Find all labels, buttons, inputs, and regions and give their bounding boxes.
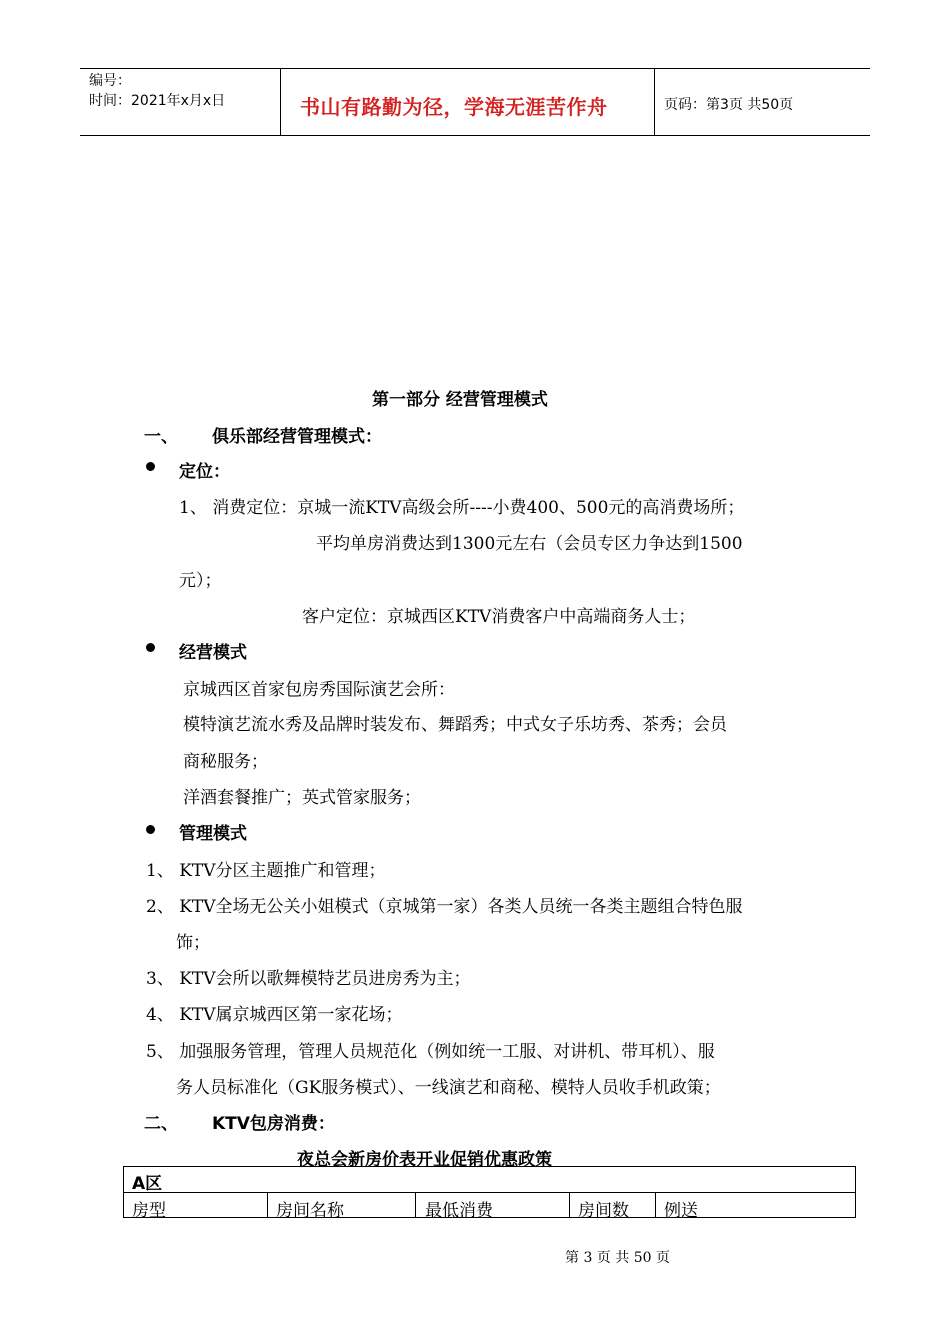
business-line-4: 洋酒套餐推广；英式管家服务； [183, 788, 421, 808]
table-header-cell: 最低消费 [425, 1201, 493, 1221]
header-number-label: 编号： [89, 73, 131, 89]
table-col-divider [267, 1192, 268, 1217]
footer-page-number: 第 3 页 共 50 页 [565, 1250, 670, 1266]
table-row-divider [124, 1192, 855, 1193]
header-top-rule [80, 68, 870, 69]
header-page-info: 页码：第3页 共50页 [664, 97, 794, 113]
bullet-management-title: 管理模式 [179, 824, 247, 844]
price-table [123, 1166, 856, 1221]
positioning-line-3: 元）； [179, 571, 222, 591]
section-2-title: KTV包房消费： [212, 1114, 335, 1134]
management-item-2-cont: 饰； [176, 933, 210, 953]
section-2-number: 二、 [144, 1114, 178, 1134]
table-header-cell: 例送 [664, 1201, 698, 1221]
header-divider-right [654, 68, 655, 135]
part-title: 第一部分 经营管理模式 [372, 390, 548, 410]
management-item-5: 5、 加强服务管理，管理人员规范化（例如统一工服、对讲机、带耳机）、服 [146, 1042, 715, 1062]
positioning-line-4: 客户定位：京城西区KTV消费客户中高端商务人士； [302, 607, 696, 627]
table-col-divider [415, 1192, 416, 1217]
header-time-label: 时间：2021年x月x日 [89, 93, 226, 109]
table-header-cell: 房间数 [578, 1201, 629, 1221]
positioning-line-1: 1、 消费定位：京城一流KTV高级会所----小费400、500元的高消费场所； [179, 498, 745, 518]
business-line-1: 京城西区首家包房秀国际演艺会所： [183, 680, 455, 700]
management-item-1: 1、 KTV分区主题推广和管理； [146, 861, 386, 881]
management-item-2: 2、 KTV全场无公关小姐模式（京城第一家）各类人员统一各类主题组合特色服 [146, 897, 743, 917]
positioning-line-2: 平均单房消费达到1300元左右（会员专区力争达到1500 [316, 534, 743, 554]
management-item-3: 3、 KTV会所以歌舞模特艺员进房秀为主； [146, 969, 471, 989]
bullet-business-title: 经营模式 [179, 643, 247, 663]
section-1-title: 俱乐部经营管理模式： [212, 427, 382, 447]
table-header-cell: 房间名称 [276, 1201, 344, 1221]
business-line-2: 模特演艺流水秀及品牌时装发布、舞蹈秀；中式女子乐坊秀、茶秀；会员 [183, 715, 727, 735]
management-item-4: 4、 KTV属京城西区第一家花场； [146, 1005, 403, 1025]
table-zone-label: A区 [132, 1174, 163, 1194]
table-title: 夜总会新房价表开业促销优惠政策 [297, 1150, 552, 1170]
management-item-5-cont: 务人员标准化（GK服务模式）、一线演艺和商秘、模特人员收手机政策； [176, 1078, 721, 1098]
bullet-icon [146, 462, 155, 471]
table-header-cell: 房型 [132, 1201, 166, 1221]
header-motto: 书山有路勤为径，学海无涯苦作舟 [300, 95, 608, 119]
bullet-icon [146, 825, 155, 834]
section-1-number: 一、 [144, 427, 178, 447]
table-col-divider [655, 1192, 656, 1217]
header-divider-left [280, 68, 281, 135]
business-line-3: 商秘服务； [183, 752, 268, 772]
bullet-positioning-title: 定位： [179, 462, 230, 482]
header-bottom-rule [80, 135, 870, 136]
bullet-icon [146, 643, 155, 652]
table-col-divider [569, 1192, 570, 1217]
